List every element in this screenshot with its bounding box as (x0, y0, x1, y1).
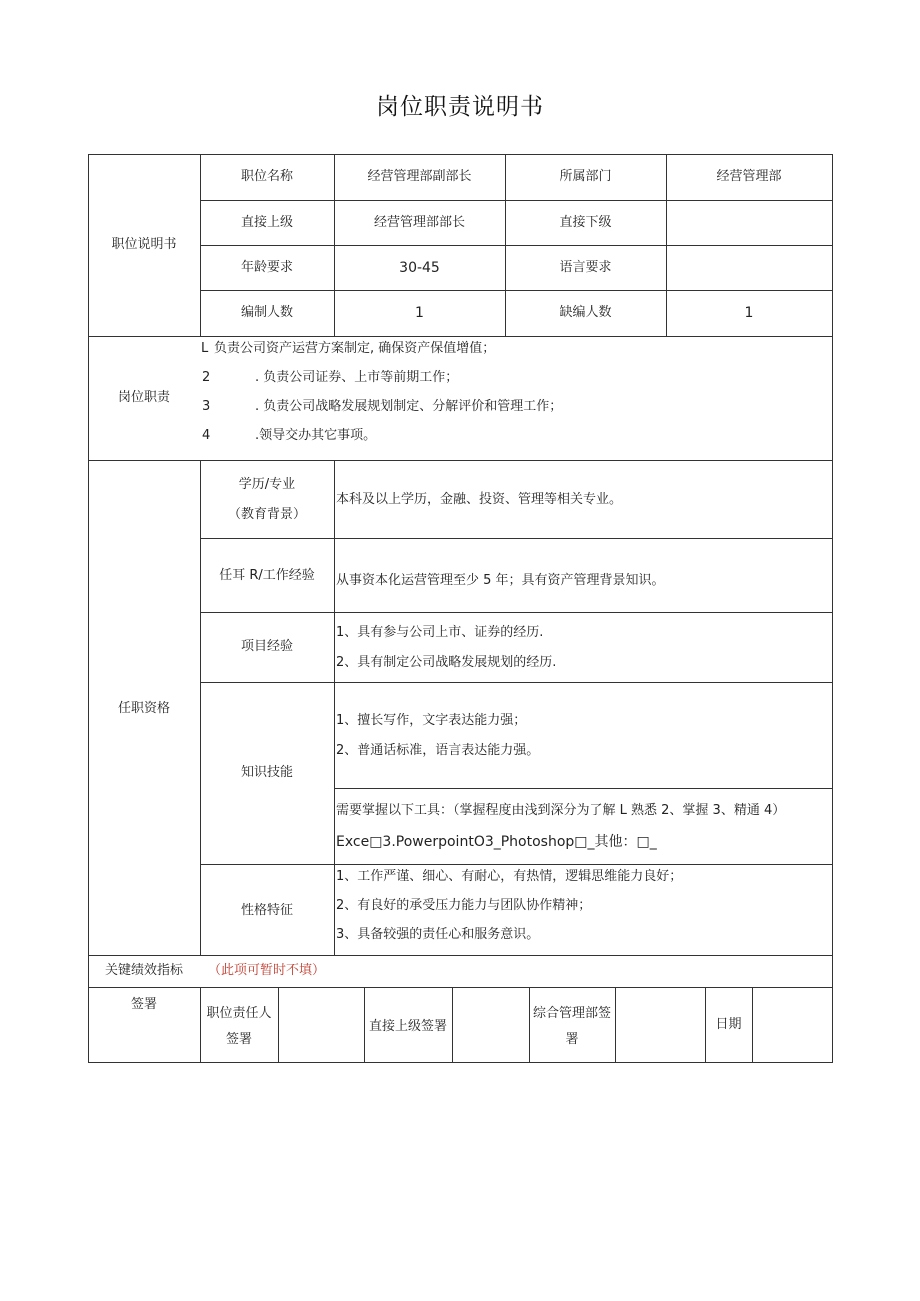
vacancy-label: 缺编人数 (559, 305, 612, 320)
table-border-left (88, 154, 89, 1063)
admin-sign-label: 综合管理部签 (532, 1006, 611, 1021)
divider (200, 987, 201, 1063)
divider (452, 987, 453, 1063)
list-item: 1、擅长写作，文字表达能力强； (336, 713, 527, 728)
duties-label: 岗位职责 (117, 390, 170, 405)
subordinate-label: 直接下级 (559, 215, 612, 230)
list-item: 2、具有制定公司战略发展规划的经历. (336, 655, 557, 670)
divider (334, 788, 833, 789)
divider (615, 987, 616, 1063)
age-value: 30-45 (399, 260, 440, 276)
kpi-note: （此项可暂时不填） (208, 963, 326, 978)
signature-label: 签署 (130, 997, 157, 1012)
duty-text: 负责公司资产运营方案制定, 确保资产保值增值； (214, 341, 496, 356)
divider (200, 245, 833, 246)
divider (529, 987, 530, 1063)
list-item: 1、工作严谨、细心、有耐心，有热情，逻辑思维能力良好； (336, 869, 683, 884)
divider (334, 460, 335, 956)
personality-label: 性格特征 (240, 903, 293, 918)
superior-label: 直接上级 (240, 215, 293, 230)
divider (200, 682, 833, 683)
list-item: 2、普通话标准，语言表达能力强。 (336, 743, 540, 758)
duty-text: . 负责公司战略发展规划制定、分解评价和管理工作； (255, 399, 563, 414)
job-title-label: 职位名称 (240, 169, 293, 184)
responsible-sign-label-2: 签署 (225, 1032, 252, 1047)
tools-line: Exce□3.PowerpointO3_Photoshop□_其他：□_ (336, 834, 657, 850)
divider (200, 200, 833, 201)
divider (200, 864, 833, 865)
vacancy-value: 1 (744, 305, 754, 321)
duty-text: . 负责公司证券、上市等前期工作； (255, 370, 459, 385)
position-section-label: 职位说明书 (111, 237, 177, 252)
headcount-label: 编制人数 (240, 305, 293, 320)
duty-number: L (201, 341, 209, 356)
date-label: 日期 (715, 1017, 742, 1032)
responsible-sign-label: 职位责任人 (206, 1006, 272, 1021)
age-label: 年龄要求 (240, 260, 293, 275)
education-value: 本科及以上学历，金融、投资、管理等相关专业。 (336, 492, 623, 507)
divider (200, 612, 833, 613)
divider (200, 290, 833, 291)
list-item: 1、具有参与公司上市、证券的经历. (336, 625, 544, 640)
education-label: 学历/专业 (238, 477, 296, 492)
duty-text: .领导交办其它事项。 (255, 428, 377, 443)
divider (200, 460, 201, 956)
department-label: 所属部门 (559, 169, 612, 184)
superior-value: 经营管理部部长 (373, 215, 465, 230)
language-label: 语言要求 (559, 260, 612, 275)
list-item: 3、具备较强的责任心和服务意识。 (336, 927, 540, 942)
admin-sign-label-2: 署 (565, 1032, 579, 1047)
experience-value: 从事资本化运营管理至少 5 年；具有资产管理背景知识。 (336, 573, 665, 588)
superior-sign-label: 直接上级签署 (368, 1019, 447, 1034)
qualifications-label: 任职资格 (117, 701, 170, 716)
skills-label: 知识技能 (240, 765, 293, 780)
divider (278, 987, 279, 1063)
tools-intro: 需要掌握以下工具：（掌握程度由浅到深分为了解 L 熟悉 2、掌握 3、精通 4） (336, 803, 786, 818)
list-item: 2、有良好的承受压力能力与团队协作精神； (336, 898, 592, 913)
duty-number: 4 (202, 428, 211, 443)
job-title-value: 经营管理部副部长 (367, 169, 472, 184)
education-label-sub: （教育背景） (227, 507, 306, 522)
page-title: 岗位职责说明书 (376, 94, 544, 120)
experience-label: 任耳 R/工作经验 (219, 568, 315, 583)
kpi-label: 关键绩效指标 (104, 963, 183, 978)
headcount-value: 1 (415, 305, 424, 321)
department-value: 经营管理部 (716, 169, 782, 184)
divider (200, 538, 833, 539)
duty-number: 2 (202, 370, 211, 385)
duty-number: 3 (202, 399, 211, 414)
divider (752, 987, 753, 1063)
project-label: 项目经验 (240, 639, 293, 654)
